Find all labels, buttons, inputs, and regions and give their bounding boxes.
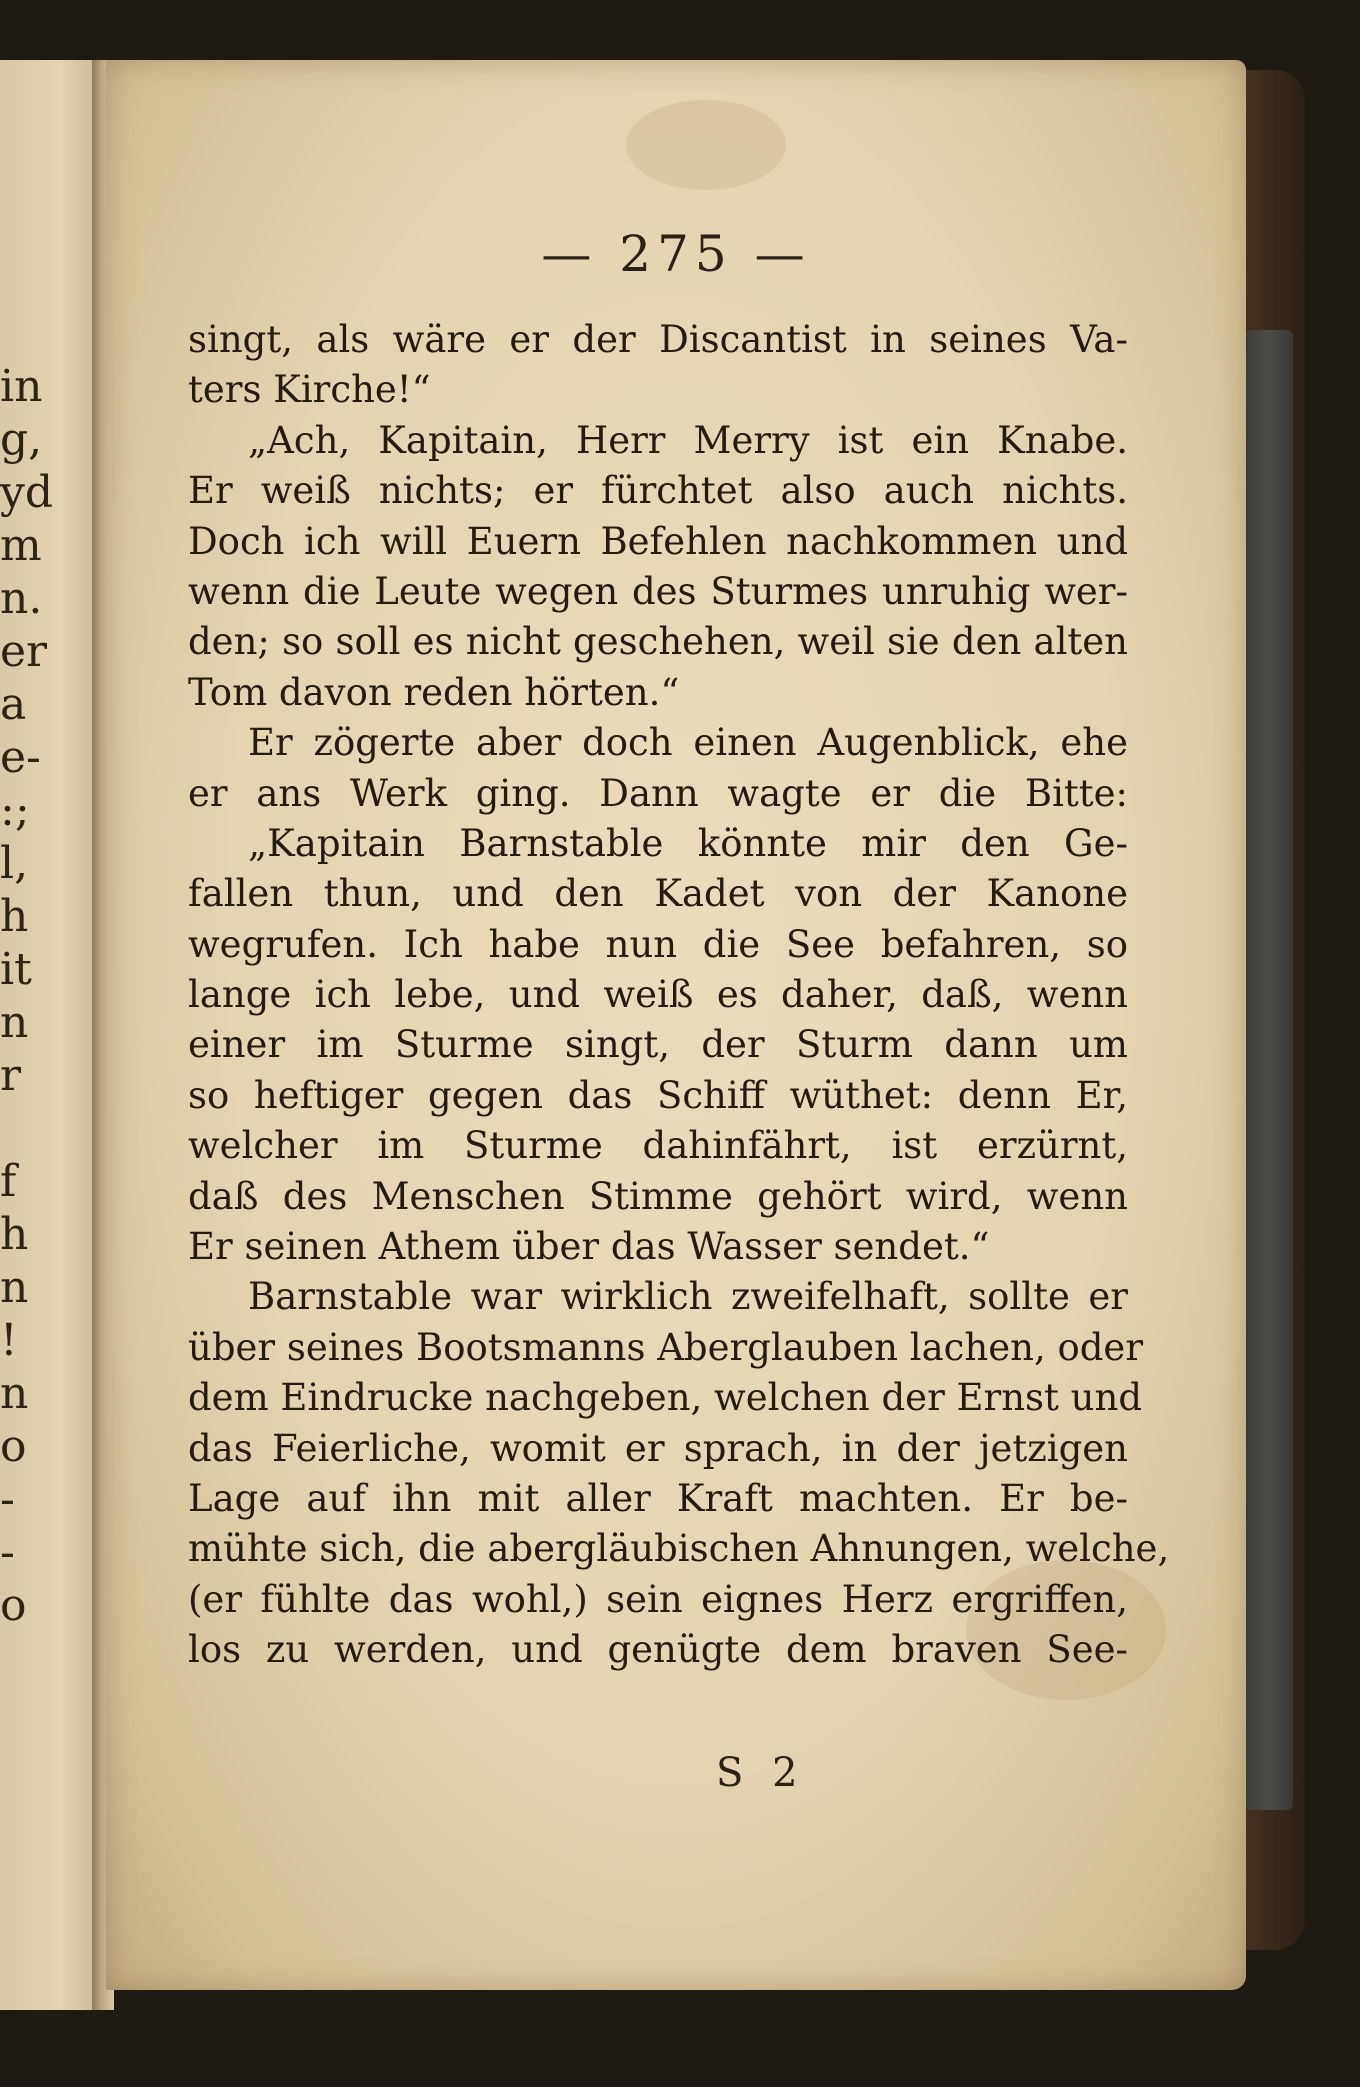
text-line: daß des Menschen Stimme gehört wird, wenn — [188, 1174, 1128, 1218]
signature-mark: S 2 — [716, 1750, 806, 1796]
text-line: den; so soll es nicht geschehen, weil sie den alten — [188, 620, 1128, 664]
text-line: Er weiß nichts; er fürchtet also auch nichts. — [188, 469, 1128, 513]
text-line: so heftiger gegen das Schiff wüthet: denn Er, — [188, 1073, 1128, 1117]
text-line: los zu werden, und genügte dem braven See- — [188, 1628, 1128, 1672]
text-line: dem Eindrucke nachgeben, welchen der Ernst und — [188, 1376, 1143, 1420]
text-line: (er fühlte das wohl,) sein eignes Herz ergriffen, — [188, 1577, 1128, 1621]
text-line: das Feierliche, womit er sprach, in der jetzigen — [188, 1426, 1128, 1470]
facing-page-text-fragment: in g, yd m n. er a e- :; l, h it n r f h n ! n o - - o — [0, 361, 54, 1631]
text-line: einer im Sturme singt, der Sturm dann um — [188, 1023, 1128, 1067]
text-line: Barnstable war wirklich zweifelhaft, sollte er — [248, 1275, 1128, 1319]
text-line: Er seinen Athem über das Wasser sendet.“ — [188, 1225, 990, 1269]
text-line: Er zögerte aber doch einen Augenblick, ehe — [248, 721, 1128, 765]
text-line: welcher im Sturme dahinfährt, ist erzürnt, — [188, 1124, 1128, 1168]
text-line: Tom davon reden hörten.“ — [188, 670, 680, 714]
body-text — [188, 315, 1170, 1676]
binding-spine-strip — [1245, 330, 1293, 1810]
text-line: über seines Bootsmanns Aberglauben lachen, oder — [188, 1325, 1144, 1369]
text-line: wenn die Leute wegen des Sturmes unruhig wer- — [188, 569, 1128, 613]
page-number: — 275 — — [541, 225, 811, 283]
text-line: „Ach, Kapitain, Herr Merry ist ein Knabe. — [248, 418, 1128, 462]
text-line: lange ich lebe, und weiß es daher, daß, wenn — [188, 973, 1128, 1017]
text-line: mühte sich, die abergläubischen Ahnungen, welche, — [188, 1527, 1170, 1571]
text-line: Doch ich will Euern Befehlen nachkommen und — [188, 519, 1128, 563]
text-line: ters Kirche!“ — [188, 368, 431, 412]
text-line: wegrufen. Ich habe nun die See befahren, so — [188, 922, 1128, 966]
text-line: „Kapitain Barnstable könnte mir den Ge- — [248, 821, 1128, 865]
text-line: fallen thun, und den Kadet von der Kanone — [188, 872, 1128, 916]
paper-stain — [626, 100, 786, 190]
text-line: Lage auf ihn mit aller Kraft machten. Er be- — [188, 1476, 1128, 1520]
facing-page — [0, 60, 100, 2010]
text-line: er ans Werk ging. Dann wagte er die Bitte: — [188, 771, 1128, 815]
book-page — [106, 60, 1246, 1990]
text-line: singt, als wäre er der Discantist in seines Va- — [188, 318, 1128, 361]
